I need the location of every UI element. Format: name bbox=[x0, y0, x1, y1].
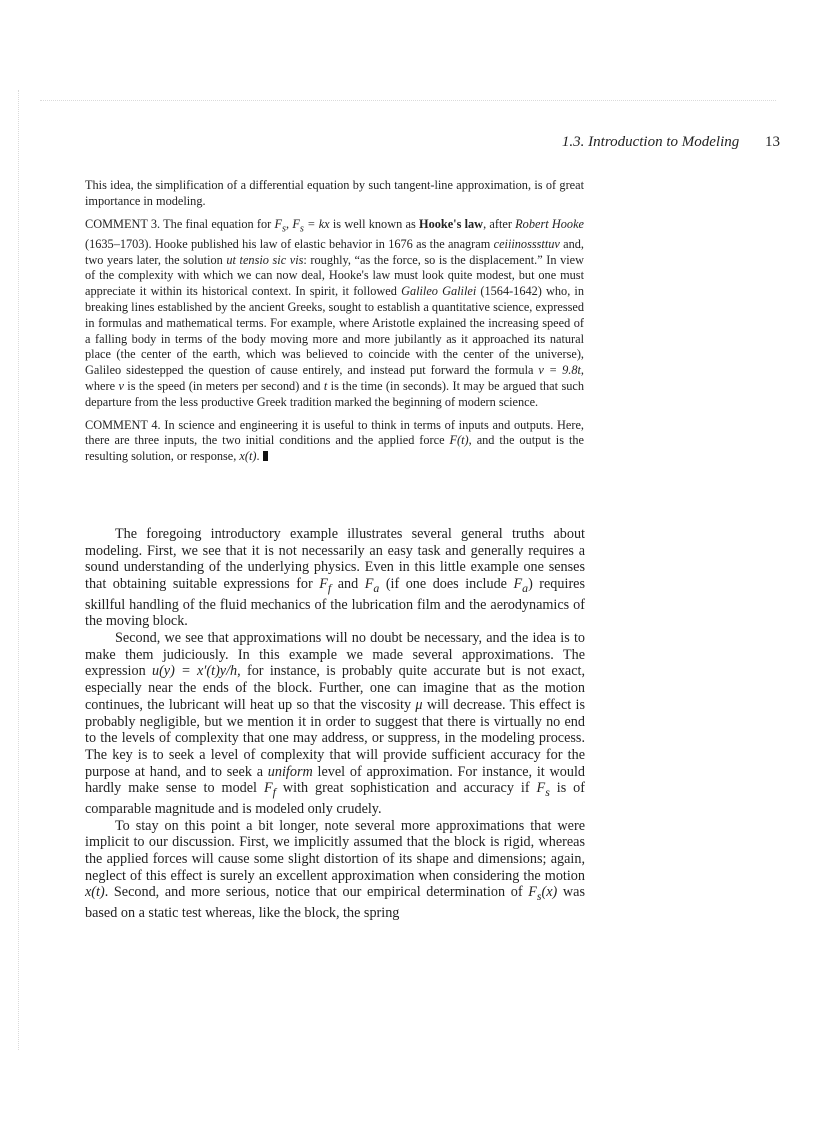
math: F bbox=[292, 216, 300, 231]
comment-3-label: COMMENT 3. bbox=[85, 216, 161, 231]
text-run: , and the output is the resulting solution, or response, bbox=[85, 433, 584, 464]
emphasis: uniform bbox=[267, 763, 313, 780]
math: = kx bbox=[303, 216, 330, 231]
text-run: , bbox=[286, 216, 293, 231]
text-run: and, two years later, the solution bbox=[85, 236, 585, 267]
comment-3 bbox=[85, 217, 584, 411]
text-run: (if one does include bbox=[379, 576, 514, 593]
text-run: is well known as bbox=[329, 216, 419, 231]
math-sub: f bbox=[272, 785, 276, 800]
scan-margin-artifacts bbox=[18, 90, 41, 1050]
anagram: ceiiinosssttuv bbox=[493, 236, 560, 251]
math: x(t) bbox=[239, 449, 257, 464]
math: F bbox=[319, 576, 328, 593]
scan-top-artifact bbox=[40, 100, 776, 101]
math-sub: s bbox=[545, 785, 550, 800]
math: x(t) bbox=[85, 884, 105, 901]
math: F bbox=[274, 216, 283, 231]
text-run: and bbox=[331, 576, 365, 593]
math: F bbox=[513, 576, 523, 593]
math-sub: s bbox=[282, 223, 287, 235]
math-sub: s bbox=[299, 223, 304, 235]
page-number: 13 bbox=[765, 134, 780, 150]
person-name: Robert Hooke bbox=[515, 216, 584, 231]
math-sub: a bbox=[522, 580, 529, 595]
comment-4 bbox=[85, 418, 584, 465]
comment-intro: This idea, the simplification of a differential equation by such tangent-line approximation, is of great importance in modeling. bbox=[85, 178, 584, 208]
math: F bbox=[528, 884, 537, 901]
math-sub: a bbox=[373, 580, 380, 595]
text-run: is of comparable magnitude and is modeled only crudely. bbox=[85, 780, 585, 817]
text-run: In science and engineering it is useful to think in terms of inputs and outputs. Here, there are three inputs, the two initial conditions and the applied force bbox=[85, 417, 584, 448]
section-title: 1.3. Introduction to Modeling bbox=[561, 134, 740, 150]
math: v bbox=[118, 379, 124, 394]
math: F bbox=[263, 780, 273, 797]
math: F bbox=[364, 576, 374, 593]
text-run: , where bbox=[85, 363, 584, 394]
text-run: The final equation for bbox=[160, 216, 275, 231]
end-of-proof-icon bbox=[263, 451, 268, 461]
text-run: (1635–1703). Hooke published his law of elastic behavior in 1676 as the anagram bbox=[85, 236, 494, 251]
text-run: , for instance, is probably quite accurate but is not exact, especially near the ends of the block. Further, one can imagine that as the motion continues, the lubricant will heat up so that the viscosity bbox=[85, 663, 585, 713]
main-body bbox=[85, 526, 585, 922]
hookes-law-term: Hooke's law bbox=[419, 216, 484, 231]
running-head bbox=[0, 134, 780, 151]
text-run: . bbox=[256, 449, 263, 464]
text-run: To stay on this point a bit longer, note several more approximations that were implicit to our discussion. First, we implicitly assumed that the block is rigid, whereas the applied forces will cause some slight distortion of its shape and dimensions; again, neglect of this effect is surely an excellent approximation when considering the motion bbox=[85, 817, 585, 884]
math: F bbox=[536, 780, 546, 797]
text-run: . Second, and more serious, notice that our empirical determination of bbox=[104, 884, 529, 901]
math-sub: s bbox=[536, 889, 542, 904]
text-run: The foregoing introductory example illustrates several general truths about modeling. First, we see that it is not necessarily an easy task and generally requires a sound understanding of the underlying physics. Even in this little example one senses that obtaining suitable expressions for bbox=[85, 526, 585, 593]
math-sub: f bbox=[327, 580, 332, 595]
text-run: is the time (in seconds). It may be argued that such departure from the less productive Greek tradition marked the beginning of modern science. bbox=[85, 379, 584, 409]
text-run: , after bbox=[483, 216, 516, 231]
math: v = 9.8t bbox=[538, 363, 581, 378]
comment-4-label: COMMENT 4. bbox=[85, 417, 161, 432]
paragraph bbox=[85, 818, 585, 922]
text-run: level of approximation. For instance, it would hardly make sense to model bbox=[85, 763, 585, 797]
paragraph bbox=[85, 630, 585, 818]
math: u(y) = x′(t)y/h bbox=[151, 663, 238, 680]
text-run: was based on a static test whereas, like the block, the spring bbox=[85, 884, 585, 921]
paragraph bbox=[85, 526, 585, 630]
math: t bbox=[323, 379, 328, 394]
text-run: (1564-1642) who, in breaking lines established by the ancient Greeks, sought to establish a quantitative science, expressed in formulas and mathematical terms. For example, where Aristotle explained the increasing speed of a falling body in terms of the body moving more and more jubilantly as it approached its natural place (the center of the earth, which was believed to coincide with the center of the universe), Galileo sidestepped the question of cause entirely, and instead put forward the formula bbox=[85, 284, 584, 378]
latin-solution: ut tensio sic vis bbox=[226, 252, 304, 267]
comments-block bbox=[85, 178, 584, 472]
text-run: ) requires skillful handling of the fluid mechanics of the lubrication film and the aerodynamics of the moving block. bbox=[85, 576, 585, 630]
math: μ bbox=[415, 696, 423, 713]
text-run: : roughly, “as the force, so is the displacement.” In view of the complexity with which we can now deal, Hooke's law must look quite modest, but one must appreciate it within its historical context. In spirit, it followed bbox=[85, 252, 584, 299]
math: (x) bbox=[541, 884, 558, 901]
text-run: with great sophistication and accuracy if bbox=[275, 780, 537, 797]
text-run: is the speed (in meters per second) and bbox=[123, 379, 324, 394]
text-run: will decrease. This effect is probably negligible, but we mention it in order to suggest that there is virtually no end to the levels of complexity that one may address, or suppress, in the modeling process. The key is to seek a level of complexity that will provide sufficient accuracy for the purpose at hand, and to seek a bbox=[85, 696, 585, 780]
text-run: Second, we see that approximations will no doubt be necessary, and the idea is to make them judiciously. In this example we made several approximations. The expression bbox=[85, 630, 585, 680]
person-name: Galileo Galilei bbox=[401, 284, 477, 299]
math: F(t) bbox=[449, 433, 469, 448]
